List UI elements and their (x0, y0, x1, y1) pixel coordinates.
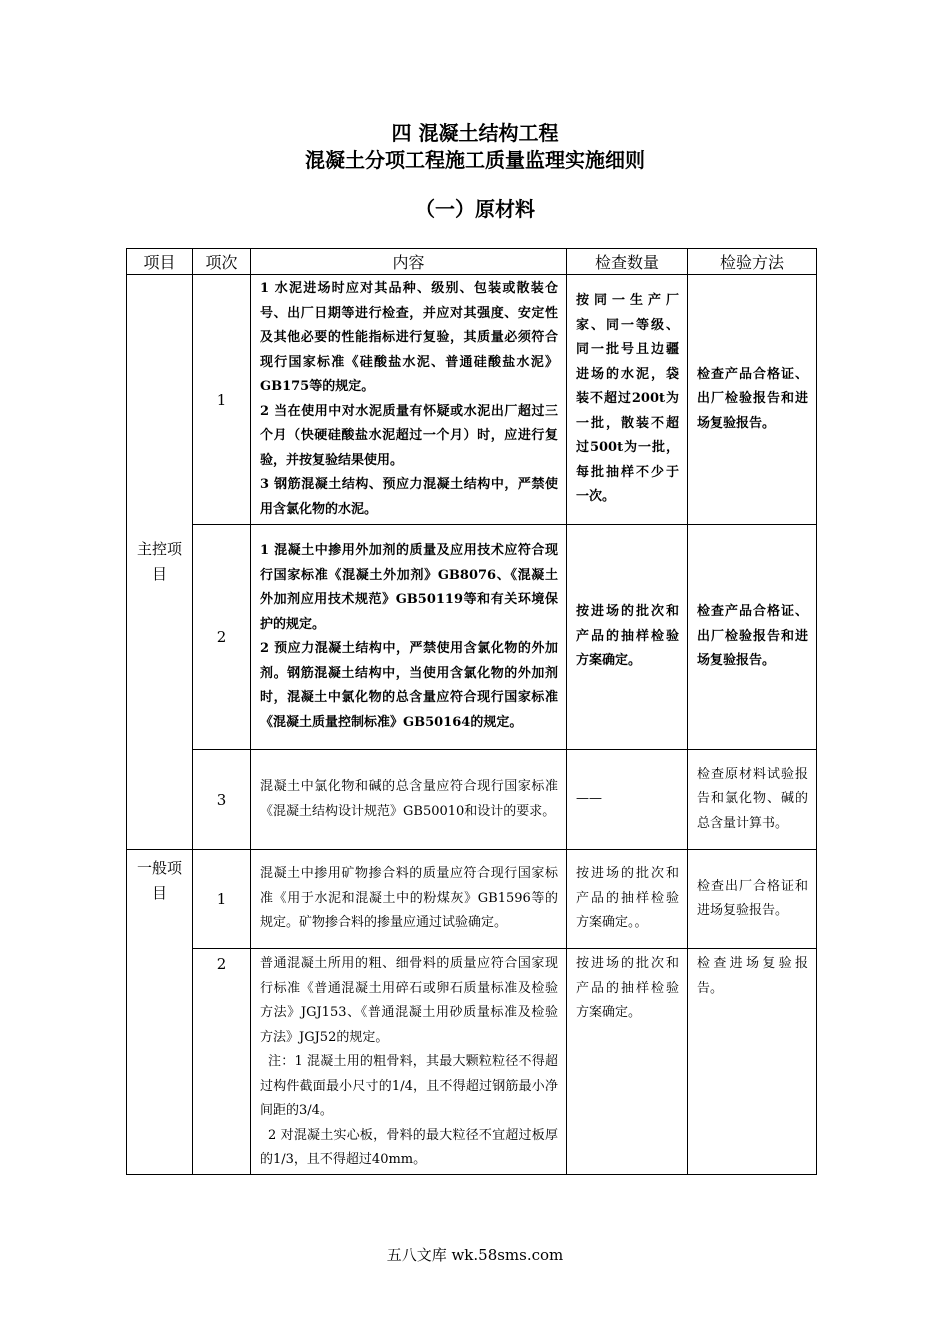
header-content: 内容 (251, 249, 567, 275)
category-general: 一般项目 (127, 850, 193, 1175)
content-paragraph: 2 预应力混凝土结构中，严禁使用含氯化物的外加剂。钢筋混凝土结构中，当使用含氯化物的外加剂时，混凝土中氯化物的总含量应符合现行国家标准《混凝土质量控制标准》GB50164的规定。 (260, 641, 558, 730)
row-content (251, 850, 567, 949)
section-title: （一）原材料 (415, 197, 535, 221)
content-paragraph: 1 水泥进场时应对其品种、级别、包装或散装仓号、出厂日期等进行检查，并应对其强度、安定性及其他必要的性能指标进行复验，其质量必须符合现行国家标准《硅酸盐水泥、普通硅酸盐水泥》GB175等的规定。 (260, 281, 558, 394)
table-row (127, 850, 817, 949)
note-paragraph: 2 对混凝土实心板，骨料的最大粒径不宜超过板厚的1/3，且不得超过40mm。 (260, 1127, 558, 1167)
row-method: 检查进场复验报告。 (688, 949, 817, 1175)
row-content (251, 275, 567, 525)
row-quantity: 按同一生产厂家、同一等级、同一批号且边疆进场的水泥，袋装不超过200t为一批，散装不超过500t为一批，每批抽样不少于一次。 (567, 275, 688, 525)
title-block (0, 120, 950, 223)
table-header-row (127, 249, 817, 275)
note-paragraph: 注：1 混凝土用的粗骨料，其最大颗粒粒径不得超过构件截面最小尺寸的1/4，且不得超过钢筋最小净间距的3/4。 (260, 1054, 558, 1118)
row-index: 1 (193, 850, 251, 949)
header-category: 项目 (127, 249, 193, 275)
table-row (127, 525, 817, 750)
content-paragraph: 混凝土中氯化物和碱的总含量应符合现行国家标准《混凝土结构设计规范》GB50010和设计的要求。 (260, 779, 558, 819)
table-row (127, 949, 817, 1175)
row-content (251, 750, 567, 850)
row-method: 检查出厂合格证和进场复验报告。 (688, 850, 817, 949)
row-index: 1 (193, 275, 251, 525)
row-index: 2 (193, 949, 251, 1175)
row-method: 检查产品合格证、出厂检验报告和进场复验报告。 (688, 275, 817, 525)
row-index: 3 (193, 750, 251, 850)
row-quantity: 按进场的批次和产品的抽样检验方案确定。 (567, 949, 688, 1175)
row-method: 检查产品合格证、出厂检验报告和进场复验报告。 (688, 525, 817, 750)
category-main-control: 主控项目 (127, 275, 193, 850)
content-paragraph: 普通混凝土所用的粗、细骨料的质量应符合国家现行标准《普通混凝土用碎石或卵石质量标准及检验方法》JGJ153、《普通混凝土用砂质量标准及检验方法》JGJ52的规定。 (260, 956, 558, 1045)
content-paragraph: 3 钢筋混凝土结构、预应力混凝土结构中，严禁使用含氯化物的水泥。 (260, 477, 558, 517)
table-row (127, 275, 817, 525)
row-content (251, 525, 567, 750)
content-paragraph: 2 当在使用中对水泥质量有怀疑或水泥出厂超过三个月（快硬硅酸盐水泥超过一个月）时，应进行复验，并按复验结果使用。 (260, 403, 558, 468)
row-content (251, 949, 567, 1175)
header-quantity: 检查数量 (567, 249, 688, 275)
page-subtitle: 混凝土分项工程施工质量监理实施细则 (305, 148, 645, 172)
table-row (127, 750, 817, 850)
row-method: 检查原材料试验报告和氯化物、碱的总含量计算书。 (688, 750, 817, 850)
row-index: 2 (193, 525, 251, 750)
row-quantity: —— (567, 750, 688, 850)
header-index: 项次 (193, 249, 251, 275)
row-quantity: 按进场的批次和产品的抽样检验方案确定。。 (567, 850, 688, 949)
page-title: 四 混凝土结构工程 (391, 121, 559, 145)
content-paragraph: 1 混凝土中掺用外加剂的质量及应用技术应符合现行国家标准《混凝土外加剂》GB8076、《混凝土外加剂应用技术规范》GB50119等和有关环境保护的规定。 (260, 543, 558, 632)
content-paragraph: 混凝土中掺用矿物掺合料的质量应符合现行国家标准《用于水泥和混凝土中的粉煤灰》GB1596等的规定。矿物掺合料的掺量应通过试验确定。 (260, 866, 558, 931)
row-quantity: 按进场的批次和产品的抽样检验方案确定。 (567, 525, 688, 750)
header-method: 检验方法 (688, 249, 817, 275)
quality-table (126, 248, 817, 1175)
footer-watermark: 五八文库 wk.58sms.com (386, 1246, 564, 1264)
